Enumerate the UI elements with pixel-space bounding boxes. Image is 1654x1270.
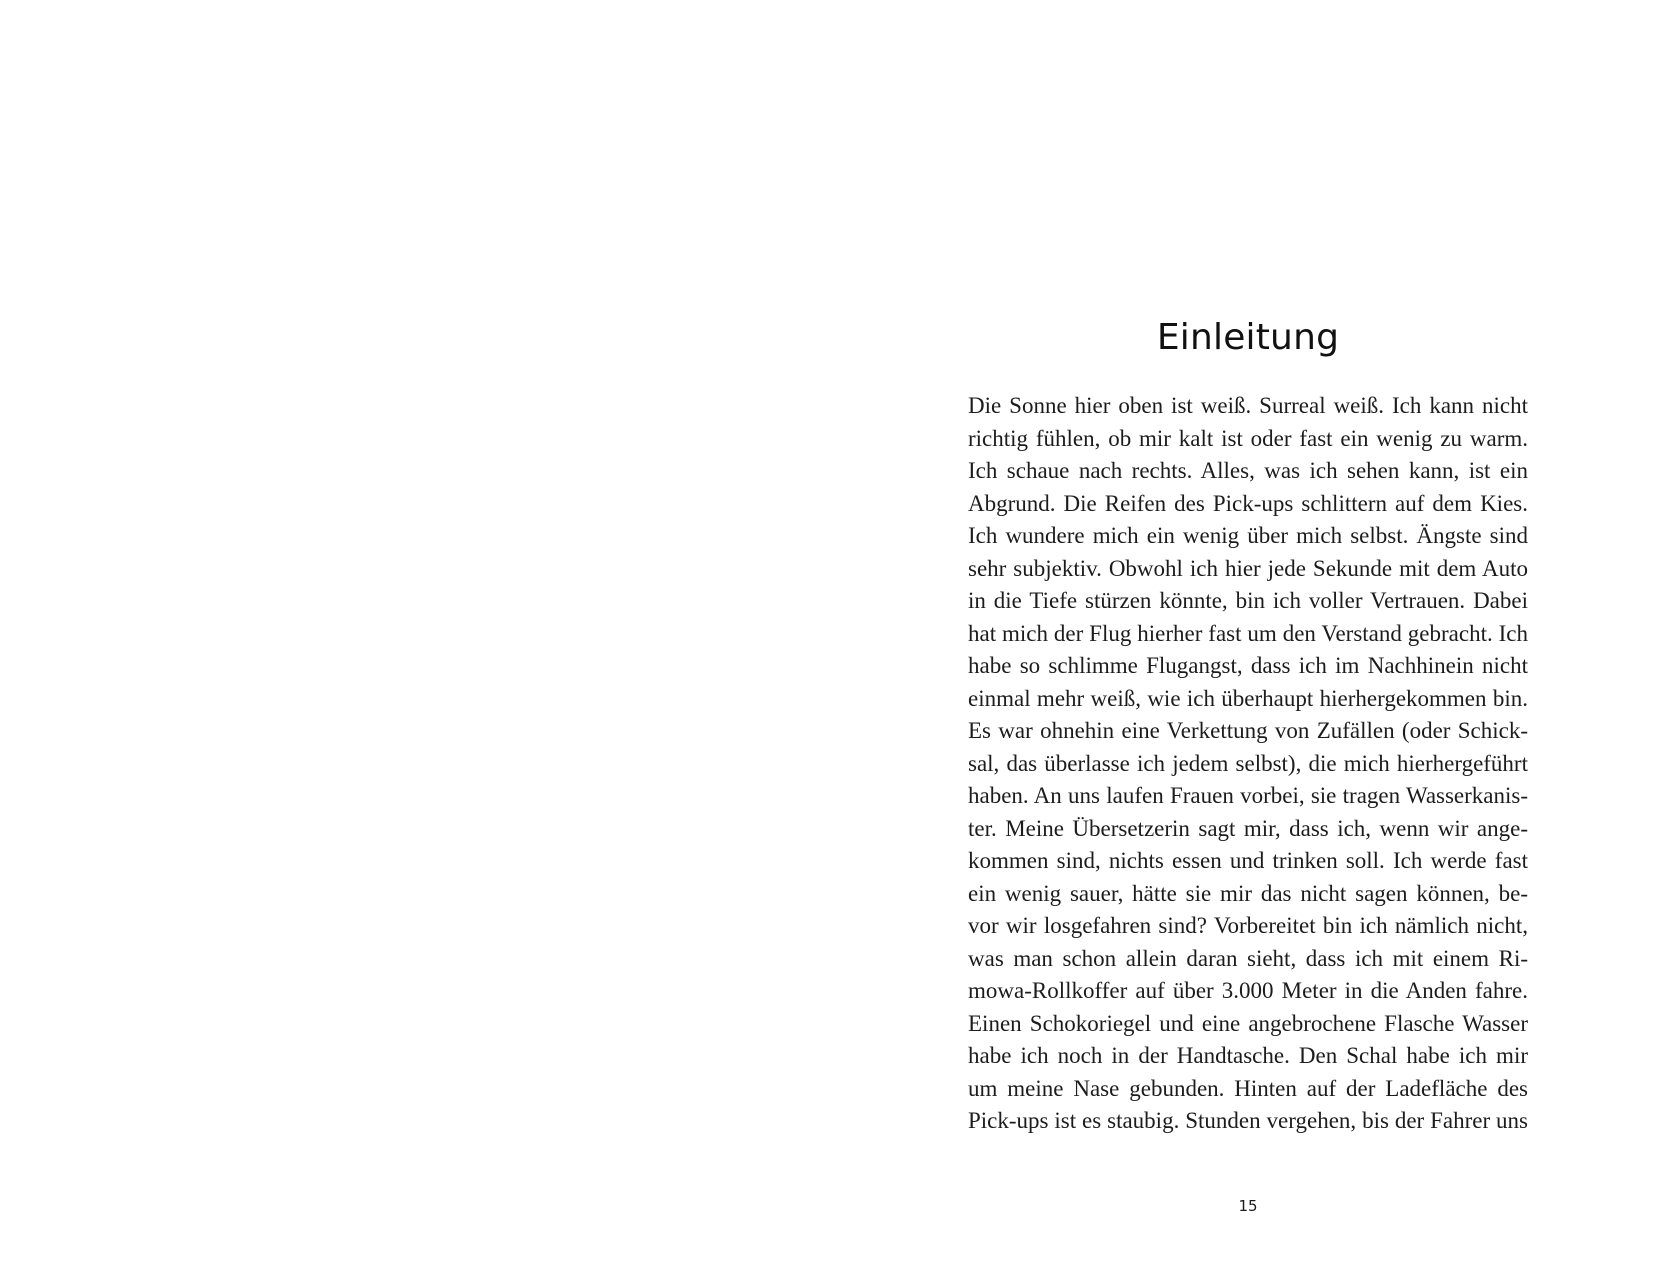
text-line: habe ich noch in der Handtasche. Den Schal habe ich mir [968,1043,1528,1068]
text-line: vor wir losgefahren sind? Vorbereitet bin ich nämlich nicht, [968,913,1528,938]
text-line: Ich wundere mich ein wenig über mich selbst. Ängste sind [968,523,1528,548]
page-number: 15 [1238,1197,1258,1215]
text-line: haben. An uns laufen Frauen vorbei, sie tragen Wasserkanis- [968,783,1528,808]
text-line: Ich schaue nach rechts. Alles, was ich sehen kann, ist ein [968,458,1528,483]
body-paragraph [968,390,1528,1138]
text-line: sal, das überlasse ich jedem selbst), die mich hierhergeführt [968,750,1528,776]
text-line: ein wenig sauer, hätte sie mir das nicht sagen können, be- [968,880,1528,906]
text-line: was man schon allein daran sieht, dass ich mit einem Ri- [968,945,1528,971]
text-line: Die Sonne hier oben ist weiß. Surreal weiß. Ich kann nicht [968,393,1528,418]
chapter-title: Einleitung [1156,317,1340,358]
text-line: in die Tiefe stürzen könnte, bin ich voller Vertrauen. Dabei [968,588,1528,613]
text-line: richtig fühlen, ob mir kalt ist oder fast ein wenig zu warm. [968,425,1528,451]
text-line: habe so schlimme Flugangst, dass ich im Nachhinein nicht [968,653,1528,678]
text-line: hat mich der Flug hierher fast um den Verstand gebracht. Ich [968,620,1528,646]
text-line: mowa-Rollkoffer auf über 3.000 Meter in die Anden fahre. [968,978,1528,1003]
text-line: Pick-ups ist es staubig. Stunden vergehen, bis der Fahrer uns [968,1108,1528,1133]
text-line: sehr subjektiv. Obwohl ich hier jede Sekunde mit dem Auto [968,555,1528,581]
text-line: einmal mehr weiß, wie ich überhaupt hierhergekommen bin. [968,685,1528,711]
text-line: Es war ohnehin eine Verkettung von Zufällen (oder Schick- [968,718,1528,743]
text-line: kommen sind, nichts essen und trinken soll. Ich werde fast [968,848,1528,873]
text-line: um meine Nase gebunden. Hinten auf der Ladefläche des [968,1075,1528,1101]
text-line: ter. Meine Übersetzerin sagt mir, dass ich, wenn wir ange- [968,815,1528,841]
text-line: Abgrund. Die Reifen des Pick-ups schlittern auf dem Kies. [968,490,1528,516]
text-line: Einen Schokoriegel und eine angebrochene Flasche Wasser [968,1010,1528,1036]
